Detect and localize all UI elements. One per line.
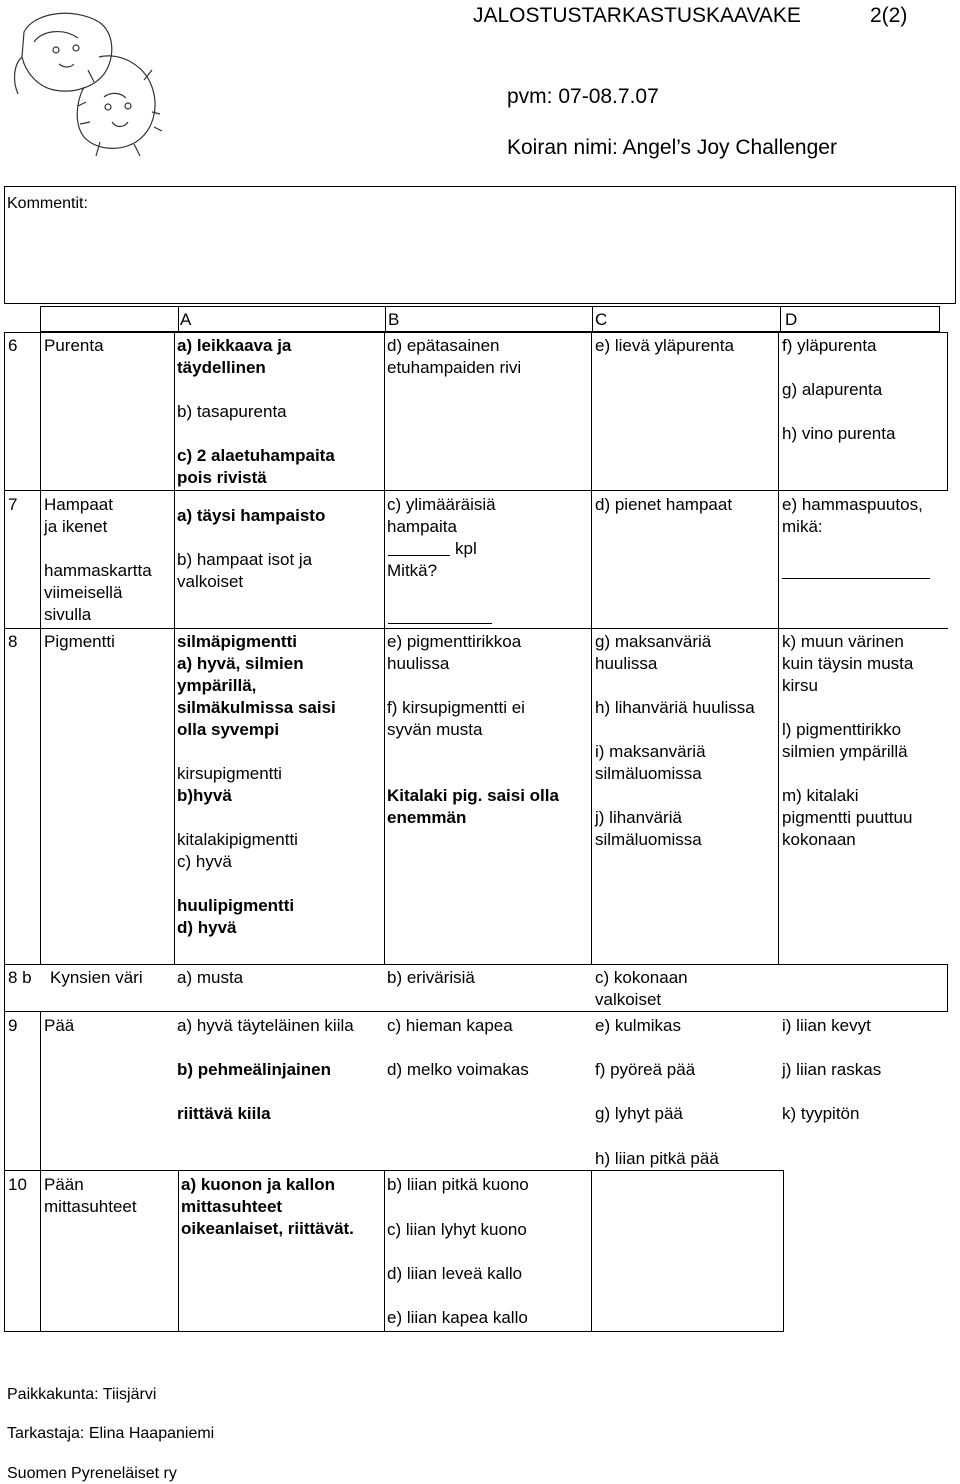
section-6-option-d-line1: d) epätasainen: [387, 336, 500, 355]
section-7-kpl-label: kpl: [455, 539, 477, 558]
section-8b-name: Kynsien väri: [50, 968, 143, 987]
section-8-d-line4: l) pigmenttirikko: [782, 720, 902, 739]
section-10-option-d: d) liian leveä kallo: [387, 1264, 523, 1283]
column-b-header: B: [388, 310, 400, 329]
section-7-name-line2: ja ikenet: [44, 517, 108, 536]
column-header-row: [40, 306, 940, 332]
section-6-option-e: e) lievä yläpurenta: [595, 336, 734, 355]
section-8-d-line8: kokonaan: [782, 830, 856, 849]
section-7-option-e-line2: mikä:: [782, 517, 823, 536]
form-title: JALOSTUSTARKASTUSKAAVAKE: [473, 4, 801, 27]
section-9-option-d: d) melko voimakas: [387, 1060, 529, 1079]
section-10-option-a-line2: mittasuhteet: [181, 1197, 283, 1216]
section-9-option-i: i) liian kevyt: [782, 1016, 871, 1035]
section-7-option-b-line2: valkoiset: [177, 572, 244, 591]
section-7-option-c-line1: c) ylimääräisiä: [387, 495, 496, 514]
section-8-c-line3: h) lihanväriä huulissa: [595, 698, 755, 717]
footer-inspector: Tarkastaja: Elina Haapaniemi: [7, 1425, 215, 1442]
section-8b-option-b: b) erivärisiä: [387, 968, 475, 987]
section-9-option-j: j) liian raskas: [782, 1060, 882, 1079]
section-8-a-line7: b)hyvä: [177, 786, 232, 805]
section-10-option-e: e) liian kapea kallo: [387, 1308, 528, 1327]
section-8-b-line6: enemmän: [387, 808, 467, 827]
section-7-option-d: d) pienet hampaat: [595, 495, 733, 514]
section-10-option-a-line1: a) kuonon ja kallon: [181, 1175, 335, 1194]
section-9-option-k: k) tyypitön: [782, 1104, 860, 1123]
section-9-option-h: h) liian pitkä pää: [595, 1149, 719, 1168]
section-6-name: Purenta: [44, 336, 104, 355]
section-8-d-line3: kirsu: [782, 676, 818, 695]
comments-box[interactable]: [4, 186, 956, 304]
section-6-option-g: g) alapurenta: [782, 380, 883, 399]
section-6-option-a-line2: täydellinen: [177, 358, 266, 377]
section-8-a-line3: ympärillä,: [177, 676, 257, 695]
column-c-header: C: [595, 310, 608, 329]
section-8b-option-c-line1: c) kokonaan: [595, 968, 688, 987]
section-10-name-line1: Pään: [44, 1175, 84, 1194]
section-8-c-line1: g) maksanväriä: [595, 632, 712, 651]
section-7-option-e-line1: e) hammaspuutos,: [782, 495, 923, 514]
section-10-option-a-line3: oikeanlaiset, riittävät.: [181, 1219, 354, 1238]
section-8-b-line1: e) pigmenttirikkoa: [387, 632, 522, 651]
section-7-name-line1: Hampaat: [44, 495, 113, 514]
section-8-b-line2: huulissa: [387, 654, 450, 673]
section-8-a-line9: c) hyvä: [177, 852, 232, 871]
section-7-option-c-line2: hampaita: [387, 517, 457, 536]
section-9-option-e: e) kulmikas: [595, 1016, 681, 1035]
section-10-number: 10: [8, 1175, 27, 1194]
which-teeth-blank[interactable]: [388, 623, 492, 624]
section-8-d-line1: k) muun värinen: [782, 632, 904, 651]
section-8-c-line6: j) lihanväriä: [595, 808, 682, 827]
section-8-b-line4: syvän musta: [387, 720, 483, 739]
section-7-option-b-line1: b) hampaat isot ja: [177, 550, 313, 569]
extra-teeth-count-blank[interactable]: [388, 555, 450, 556]
section-6-option-d-line2: etuhampaiden rivi: [387, 358, 522, 377]
section-9-option-f: f) pyöreä pää: [595, 1060, 696, 1079]
section-8b-option-c-line2: valkoiset: [595, 990, 662, 1009]
footer-organization: Suomen Pyreneläiset ry: [7, 1465, 177, 1482]
section-6-number: 6: [8, 336, 18, 355]
section-9-option-b-line2: riittävä kiila: [177, 1104, 271, 1123]
section-8b-number: 8 b: [8, 968, 32, 987]
section-6-option-c-line1: c) 2 alaetuhampaita: [177, 446, 335, 465]
section-7-number: 7: [8, 495, 18, 514]
section-9-option-b-line1: b) pehmeälinjainen: [177, 1060, 331, 1079]
section-9-option-g: g) lyhyt pää: [595, 1104, 683, 1123]
section-8b-option-a: a) musta: [177, 968, 244, 987]
section-8-a-line2: a) hyvä, silmien: [177, 654, 304, 673]
section-8-c-line4: i) maksanväriä: [595, 742, 706, 761]
page-number: 2(2): [870, 4, 908, 27]
section-8-d-line2: kuin täysin musta: [782, 654, 914, 673]
missing-teeth-blank[interactable]: [782, 578, 930, 579]
section-8-name: Pigmentti: [44, 632, 115, 651]
section-10-option-c: c) liian lyhyt kuono: [387, 1220, 527, 1239]
section-8-b-line3: f) kirsupigmentti ei: [387, 698, 525, 717]
section-6-option-h: h) vino purenta: [782, 424, 896, 443]
section-8-d-line5: silmien ympärillä: [782, 742, 908, 761]
section-9-option-a: a) hyvä täyteläinen kiila: [177, 1016, 354, 1035]
column-a-header: A: [180, 310, 192, 329]
section-7-name-line4: viimeisellä: [44, 583, 123, 602]
section-7-option-a: a) täysi hampaisto: [177, 506, 326, 525]
section-8-d-line7: pigmentti puuttuu: [782, 808, 913, 827]
section-6-option-a-line1: a) leikkaava ja: [177, 336, 292, 355]
section-7-name-line3: hammaskartta: [44, 561, 152, 580]
section-8-b-line5: Kitalaki pig. saisi olla: [387, 786, 559, 805]
section-6-option-f: f) yläpurenta: [782, 336, 877, 355]
section-6-option-c-line2: pois rivistä: [177, 468, 267, 487]
section-10-option-b: b) liian pitkä kuono: [387, 1175, 529, 1194]
section-8-a-line4: silmäkulmissa saisi: [177, 698, 336, 717]
dog-logo: [4, 2, 164, 162]
section-7-which-label: Mitkä?: [387, 561, 438, 580]
section-8-a-line8: kitalakipigmentti: [177, 830, 298, 849]
section-8-a-line11: d) hyvä: [177, 918, 237, 937]
section-8-number: 8: [8, 632, 18, 651]
section-7-name-line5: sivulla: [44, 605, 92, 624]
section-8-c-line2: huulissa: [595, 654, 658, 673]
section-8-a-line6: kirsupigmentti: [177, 764, 282, 783]
section-8-c-line7: silmäluomissa: [595, 830, 702, 849]
dog-name: Koiran nimi: Angel’s Joy Challenger: [507, 136, 837, 159]
date: pvm: 07-08.7.07: [507, 85, 659, 108]
comments-label: Kommentit:: [7, 195, 88, 212]
section-8-c-line5: silmäluomissa: [595, 764, 702, 783]
section-9-number: 9: [8, 1016, 18, 1035]
section-9-option-c: c) hieman kapea: [387, 1016, 513, 1035]
section-6-option-b: b) tasapurenta: [177, 402, 287, 421]
section-9-name: Pää: [44, 1016, 75, 1035]
column-d-header: D: [785, 310, 798, 329]
section-8-a-line10: huulipigmentti: [177, 896, 295, 915]
section-8-a-line1: silmäpigmentti: [177, 632, 297, 651]
section-10-name-line2: mittasuhteet: [44, 1197, 137, 1216]
footer-place: Paikkakunta: Tiisjärvi: [7, 1386, 157, 1403]
section-8-a-line5: olla syvempi: [177, 720, 280, 739]
section-8-d-line6: m) kitalaki: [782, 786, 859, 805]
